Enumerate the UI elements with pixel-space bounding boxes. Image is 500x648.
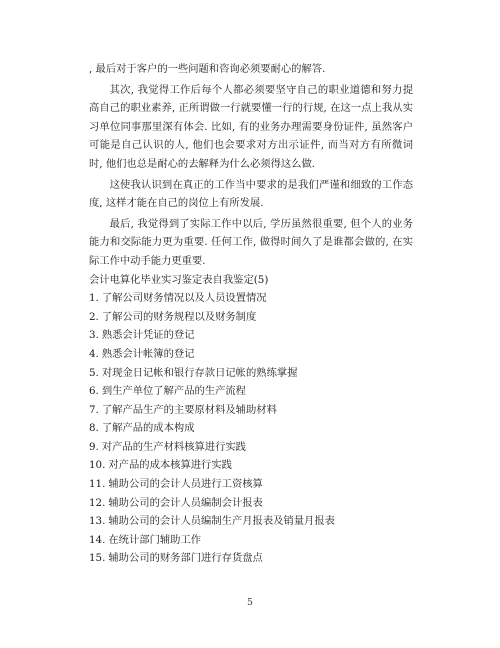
list-item: 3. 熟悉会计凭证的登记 bbox=[89, 329, 195, 342]
paragraph-3: 这使我认识到在真正的工作当中要求的是我们严谨和细致的工作态度, 这样才能在自己的岗位上有所发展. bbox=[89, 178, 413, 210]
list-item: 4. 熟悉会计帐簿的登记 bbox=[89, 347, 195, 360]
list-item: 15. 辅助公司的财务部门进行存货盘点 bbox=[89, 552, 263, 565]
list-item: 10. 对产品的成本核算进行实践 bbox=[89, 459, 232, 472]
paragraph-1: , 最后对于客户的一些问题和咨询必须要耐心的解答. bbox=[89, 63, 326, 75]
section-title: 会计电算化毕业实习鉴定表自我鉴定(5) bbox=[89, 273, 269, 286]
list-item: 11. 辅助公司的会计人员进行工资核算 bbox=[89, 478, 263, 491]
paragraph-4: 最后, 我觉得到了实际工作中以后, 学历虽然很重要, 但个人的业务能力和交际能力更为重要. 任何工作, 做得时间久了是谁都会做的, 在实际工作中动手能力更重要. bbox=[89, 217, 413, 267]
document-body bbox=[89, 60, 413, 568]
list-item: 1. 了解公司财务情况以及人员设置情况 bbox=[89, 292, 267, 305]
list-item: 8. 了解产品的成本构成 bbox=[89, 422, 195, 435]
list-item: 12. 辅助公司的会计人员编制会计报表 bbox=[89, 496, 263, 509]
list-item: 9. 对产品的生产材料核算进行实践 bbox=[89, 440, 246, 453]
list-item: 14. 在统计部门辅助工作 bbox=[89, 533, 202, 546]
list-item: 7. 了解产品生产的主要原材料及辅助材料 bbox=[89, 403, 277, 416]
list-item: 5. 对现金日记帐和银行存款日记帐的熟练掌握 bbox=[89, 366, 298, 379]
paragraph-2: 其次, 我觉得工作后每个人都必须要坚守自己的职业道德和努力提高自己的职业素养, 正所谓做一行就要懂一行的行规, 在这一点上我从实习单位同事那里深有体会. 比如, 有的业务办理需要身份证件, 虽然客户可能是自己认识的人, 他们也会要求对方出示证件, 而当对方有所微词时, 他们也总是耐心的去解释为什么必须得这么做. bbox=[89, 83, 413, 170]
list-item: 13. 辅助公司的会计人员编制生产月报表及销量月报表 bbox=[89, 515, 335, 528]
checklist bbox=[89, 289, 413, 568]
page-number: 5 bbox=[247, 598, 253, 608]
list-item: 2. 了解公司的财务规程以及财务制度 bbox=[89, 310, 257, 323]
list-item: 6. 到生产单位了解产品的生产流程 bbox=[89, 385, 246, 398]
